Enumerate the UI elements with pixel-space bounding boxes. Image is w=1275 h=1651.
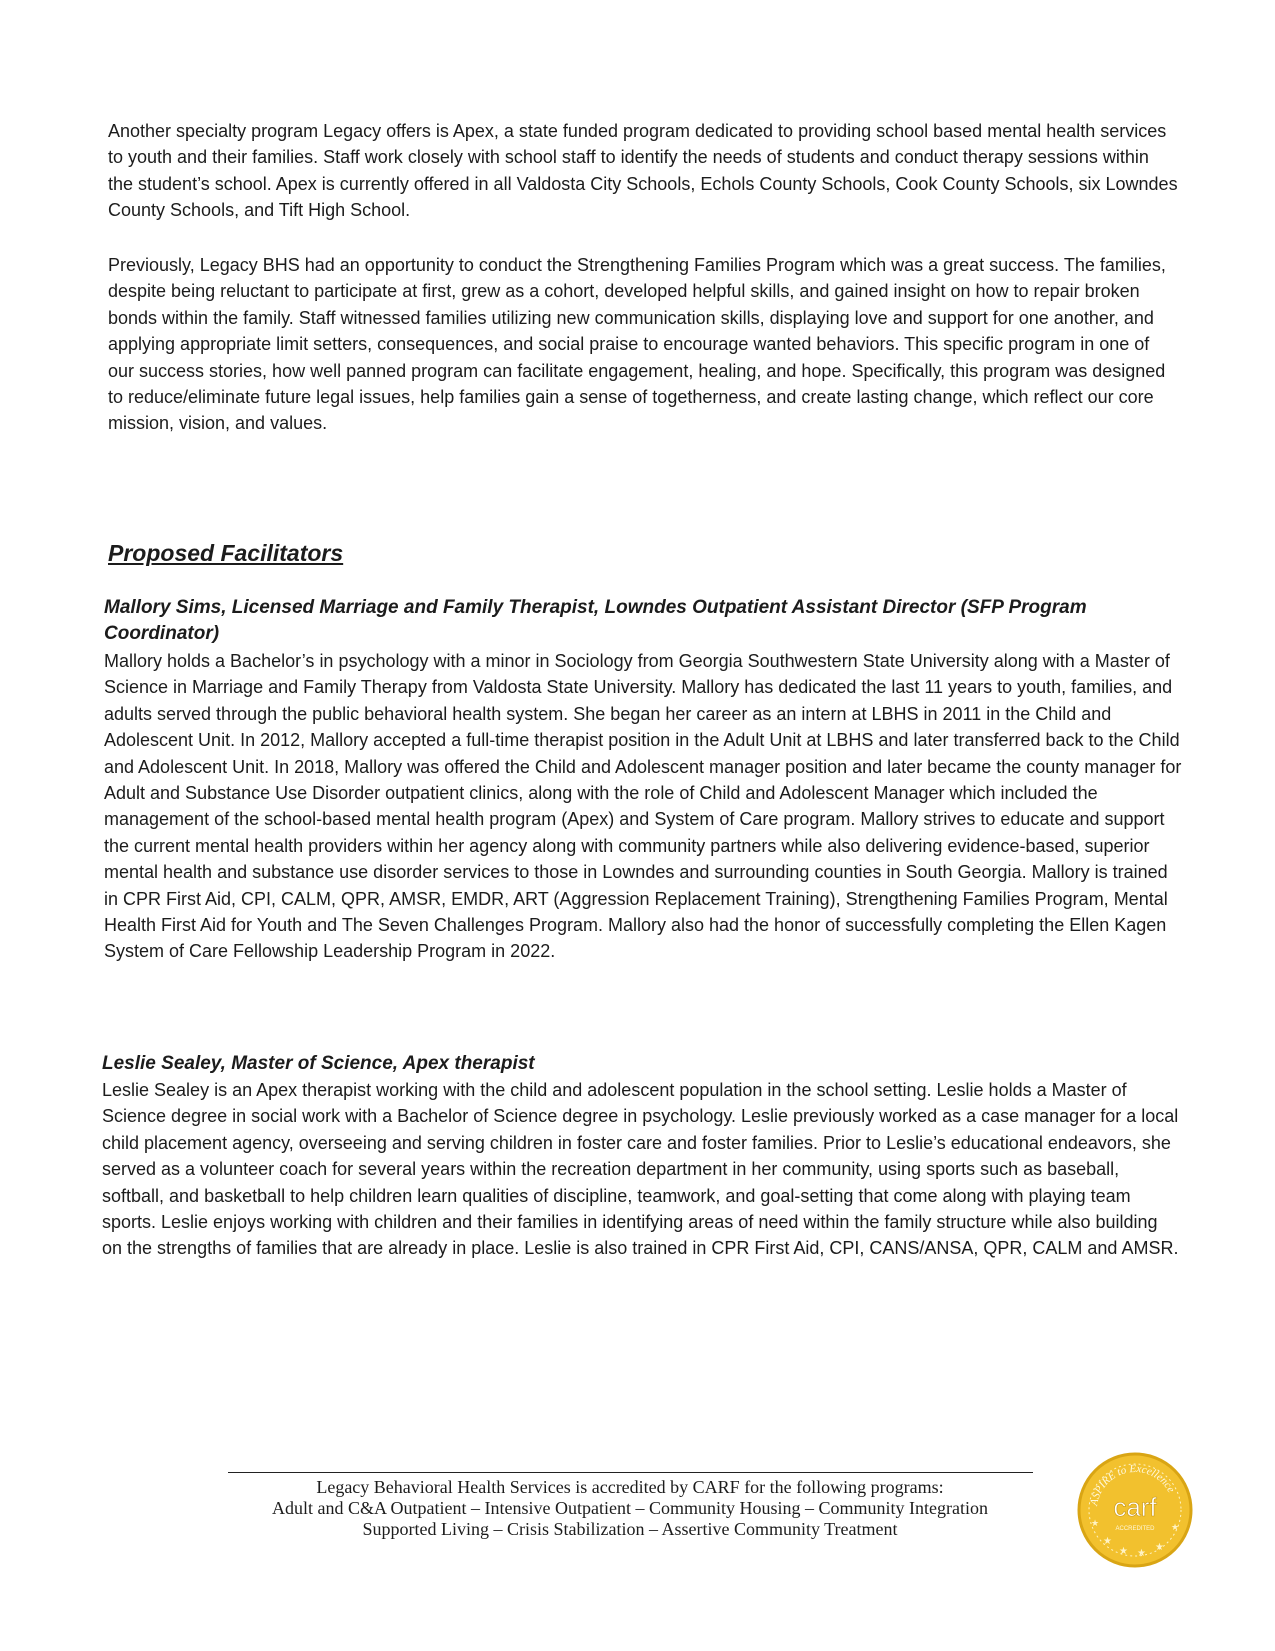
- section-heading-proposed-facilitators: Proposed Facilitators: [108, 540, 344, 566]
- footer-divider: [228, 1472, 1033, 1473]
- facilitator-heading-mallory: Mallory Sims, Licensed Marriage and Family Therapist, Lowndes Outpatient Assistant Director (SFP Program Coordinator): [104, 597, 1087, 644]
- footer-accreditation: [190, 1477, 1070, 1540]
- seal-sub-text: ACCREDITED: [1115, 1526, 1155, 1532]
- seal-ring-text: ASPIRE to Excellence: [1088, 1462, 1177, 1507]
- svg-text:★: ★: [1103, 1536, 1112, 1547]
- strengthening-families-paragraph: Previously, Legacy BHS had an opportunity to conduct the Strengthening Families Program which was a great success. The families, despite being reluctant to participate at first, grew as a cohort, developed helpful skills, and gained insight on how to repair broken bonds within the family. Staff witnessed families utilizing new communication skills, displaying love and support for one another, and applying appropriate limit setters, consequences, and social praise to encourage wanted behaviors. This specific program in one of our success stories, how well panned program can facilitate engagement, healing, and hope. Specifically, this program was designed to reduce/eliminate future legal issues, help families gain a sense of togetherness, and create lasting change, which reflect our core mission, vision, and values.: [108, 255, 1166, 434]
- svg-text:★: ★: [1137, 1548, 1146, 1559]
- svg-text:★: ★: [1171, 1522, 1180, 1532]
- apex-paragraph: Another specialty program Legacy offers is Apex, a state funded program dedicated to providing school based mental health services to youth and their families. Staff work closely with school staff to identify the needs of students and conduct therapy sessions within the student’s school. Apex is currently offered in all Valdosta City Schools, Echols County Schools, Cook County Schools, six Lowndes County Schools, and Tift High School.: [108, 121, 1178, 221]
- facilitator-heading-leslie: Leslie Sealey, Master of Science, Apex therapist: [102, 1053, 535, 1074]
- footer-line-1: Legacy Behavioral Health Services is accredited by CARF for the following programs:: [316, 1477, 944, 1497]
- seal-logo-text: carf: [1113, 1492, 1157, 1522]
- footer-line-2: Adult and C&A Outpatient – Intensive Outpatient – Community Housing – Community Integration: [272, 1498, 988, 1518]
- svg-text:★: ★: [1091, 1518, 1100, 1528]
- facilitator-bio-mallory: Mallory holds a Bachelor’s in psychology with a minor in Sociology from Georgia Southwestern State University along with a Master of Science in Marriage and Family Therapy from Valdosta State University. Mallory has dedicated the last 11 years to youth, families, and adults served through the public behavioral health system. She began her career as an intern at LBHS in 2011 in the Child and Adolescent Unit. In 2012, Mallory accepted a full-time therapist position in the Adult Unit at LBHS and later transferred back to the Child and Adolescent Unit. In 2018, Mallory was offered the Child and Adolescent manager position and later became the county manager for Adult and Substance Use Disorder outpatient clinics, along with the role of Child and Adolescent Manager which included the management of the school-based mental health program (Apex) and System of Care program. Mallory strives to educate and support the current mental health providers within her agency along with community partners while also delivering evidence-based, superior mental health and substance use disorder services to those in Lowndes and surrounding counties in South Georgia. Mallory is trained in CPR First Aid, CPI, CALM, QPR, AMSR, EMDR, ART (Aggression Replacement Training), Strengthening Families Program, Mental Health First Aid for Youth and The Seven Challenges Program. Mallory also had the honor of successfully completing the Ellen Kagen System of Care Fellowship Leadership Program in 2022.: [104, 651, 1182, 962]
- footer-line-3: Supported Living – Crisis Stabilization – Assertive Community Treatment: [362, 1519, 898, 1539]
- svg-text:★: ★: [1119, 1546, 1128, 1557]
- carf-seal-logo: [1075, 1450, 1195, 1570]
- svg-text:★: ★: [1155, 1542, 1164, 1553]
- facilitator-bio-leslie: Leslie Sealey is an Apex therapist working with the child and adolescent population in the school setting. Leslie holds a Master of Science degree in social work with a Bachelor of Science degree in psychology. Leslie previously worked as a case manager for a local child placement agency, overseeing and serving children in foster care and foster families. Prior to Leslie’s educational endeavors, she served as a volunteer coach for several years within the recreation department in her community, using sports such as baseball, softball, and basketball to help children learn qualities of discipline, teamwork, and goal-setting that come along with playing team sports. Leslie enjoys working with children and their families in identifying areas of need within the family structure while also building on the strengths of families that are already in place. Leslie is also trained in CPR First Aid, CPI, CANS/ANSA, QPR, CALM and AMSR.: [102, 1080, 1179, 1259]
